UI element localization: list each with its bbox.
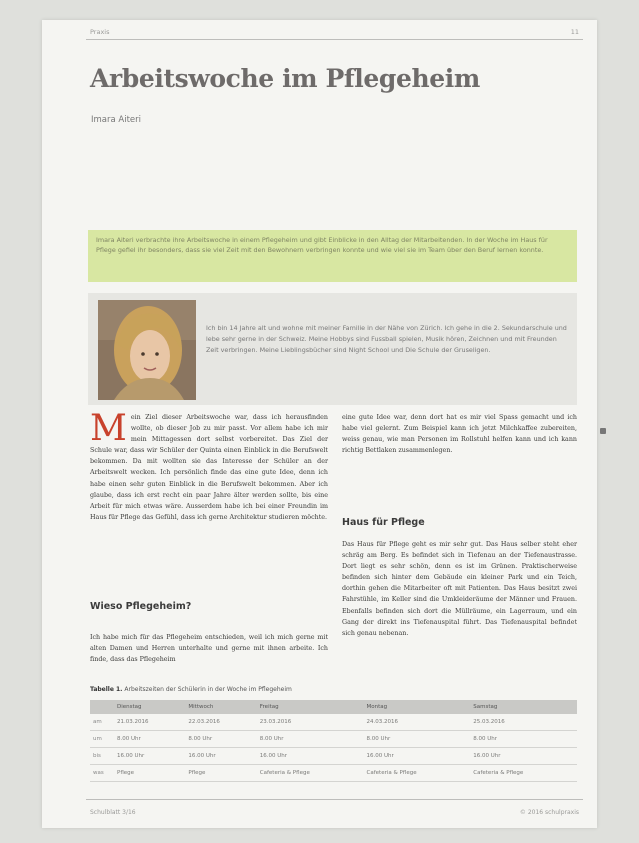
table-row (90, 748, 577, 765)
section-heading-wieso: Wieso Pflegeheim? (90, 601, 192, 612)
table-header-row (90, 700, 577, 714)
table-cell: Cafeteria & Pflege (364, 765, 471, 782)
schedule-table (90, 700, 577, 782)
table-caption (90, 686, 292, 693)
article-title: Arbeitswoche im Pflegeheim (90, 64, 480, 93)
header-rule (86, 39, 583, 40)
table-cell: 16.00 Uhr (257, 748, 364, 765)
table-header-cell: Dienstag (114, 700, 185, 714)
header-section: Praxis (90, 28, 110, 36)
body-paragraph: Ich habe mich für das Pflegeheim entschieden, weil ich mich gerne mit alten Damen und Herren unterhalte und gerne mit ihnen arbeite. Ich finde, dass das Pflegeheim (90, 634, 328, 664)
table-row (90, 731, 577, 748)
body-column-2 (342, 412, 577, 456)
table-cell: 8.00 Uhr (114, 731, 185, 748)
table-cell: 25.03.2016 (470, 714, 577, 731)
table-caption-label: Tabelle 1. (90, 686, 123, 693)
header-page-number: 11 (570, 28, 579, 36)
author-photo (98, 300, 196, 400)
body-column-1-continued (90, 632, 328, 665)
table-cell: 23.03.2016 (257, 714, 364, 731)
table-cell: 24.03.2016 (364, 714, 471, 731)
lead-box (88, 230, 577, 282)
body-paragraph: ein Ziel dieser Arbeitswoche war, dass ich herausfinden wollte, ob dieser Job zu mir passt. Vor allem habe ich mir mein Mittagessen dort selbst vorbereitet. Das Ziel der Schule war, dass wir Schüler der Quinta einen Einblick in die Berufswelt bekommen. Da mit wollten sie das Interesse der Schüler an der Arbeitswelt wecken. Ich persönlich finde das eine gute Idee, denn ich habe einen sehr guten Einblick in die Berufswelt bekommen. Aber ich glaube, dass ich erst recht ein paar Jahre älter werden sollte, bis eine Arbeit für mich etwas wäre. Ausserdem habe ich bei einer Freundin im Haus für Pflege das Gefühl, dass ich gerne Architektur studieren möchte. (90, 414, 328, 521)
table-cell: 8.00 Uhr (257, 731, 364, 748)
table-cell: 8.00 Uhr (185, 731, 256, 748)
footer-publisher: © 2016 schulpraxis (519, 809, 579, 816)
document-page (42, 20, 597, 828)
table-cell: Pflege (185, 765, 256, 782)
drop-cap: M (90, 408, 127, 449)
table-row (90, 714, 577, 731)
table-header-cell: Mittwoch (185, 700, 256, 714)
table-cell: Cafeteria & Pflege (470, 765, 577, 782)
scan-mark (600, 428, 606, 434)
table-row-label: was (90, 765, 114, 782)
footer-rule (86, 799, 583, 800)
author-bio-text: Ich bin 14 Jahre alt und wohne mit meiner Familie in der Nähe von Zürich. Ich gehe in die 2. Sekundarschule und lebe sehr gerne in der Schweiz. Meine Hobbys sind Fussball spielen, Musik hören, Zeichnen und mit Freunden Zeit verbringen. Meine Lieblingsbücher sind Night School und Die Schule der Gruseligen. (206, 324, 567, 354)
table-row (90, 765, 577, 782)
table-cell: 8.00 Uhr (364, 731, 471, 748)
table-cell: 16.00 Uhr (185, 748, 256, 765)
table-caption-text: Arbeitszeiten der Schülerin in der Woche im Pflegeheim (124, 686, 292, 693)
footer-issue: Schulblatt 3/16 (90, 809, 136, 816)
table-row-label: bis (90, 748, 114, 765)
table-cell: 21.03.2016 (114, 714, 185, 731)
table-row-label: um (90, 731, 114, 748)
author-bio-box (88, 293, 577, 405)
table-cell: 8.00 Uhr (470, 731, 577, 748)
section-heading-haus: Haus für Pflege (342, 517, 425, 528)
table-header-cell: Samstag (470, 700, 577, 714)
table-header-cell: Montag (364, 700, 471, 714)
table-cell: 16.00 Uhr (470, 748, 577, 765)
lead-text: Imara Aiteri verbrachte ihre Arbeitswoche in einem Pflegeheim und gibt Einblicke in den Alltag der Mitarbeitenden. In der Woche im Haus für Pflege gefiel ihr besonders, dass sie viel Zeit mit den Bewohnern verbringen konnte und wie viel sie im Team über den Beruf lernen konnte. (96, 236, 548, 254)
body-paragraph: Das Haus für Pflege geht es mir sehr gut. Das Haus selber steht eher schräg am Berg. Es befindet sich in Tiefenau an der Tiefenaustrasse. Dort liegt es sehr schön, denn es ist im Grünen. Praktischerweise befinden sich hinter dem Gebäude ein kleiner Park und ein Teich, dorthin gehen die Mitarbeiter oft mit Patienten. Das Haus besitzt zwei Fahrstühle, im Keller sind die Umkleideräume der Männer und Frauen. Ebenfalls befinden sich dort die Müllräume, ein Lagerraum, und ein Gang der direkt ins Tiefenauspital führt. Das Tiefenauspital befindet sich genau nebenan. (342, 541, 577, 637)
article-author: Imara Aiteri (91, 115, 141, 125)
body-paragraph: eine gute Idee war, denn dort hat es mir viel Spass gemacht und ich habe viel gelernt. Zum Beispiel kann ich jetzt Milchkaffee zubereiten, weiss genau, wie man Personen im Rollstuhl helfen kann und ich kann richtig Bettlaken zusammenlegen. (342, 414, 577, 455)
table-cell: 22.03.2016 (185, 714, 256, 731)
table-cell: 16.00 Uhr (364, 748, 471, 765)
table-header-cell (90, 700, 114, 714)
table-row-label: am (90, 714, 114, 731)
body-column-1 (90, 408, 328, 523)
table-header-cell: Freitag (257, 700, 364, 714)
table-cell: Cafeteria & Pflege (257, 765, 364, 782)
table-cell: 16.00 Uhr (114, 748, 185, 765)
body-column-2-continued (342, 539, 577, 639)
table-cell: Pflege (114, 765, 185, 782)
